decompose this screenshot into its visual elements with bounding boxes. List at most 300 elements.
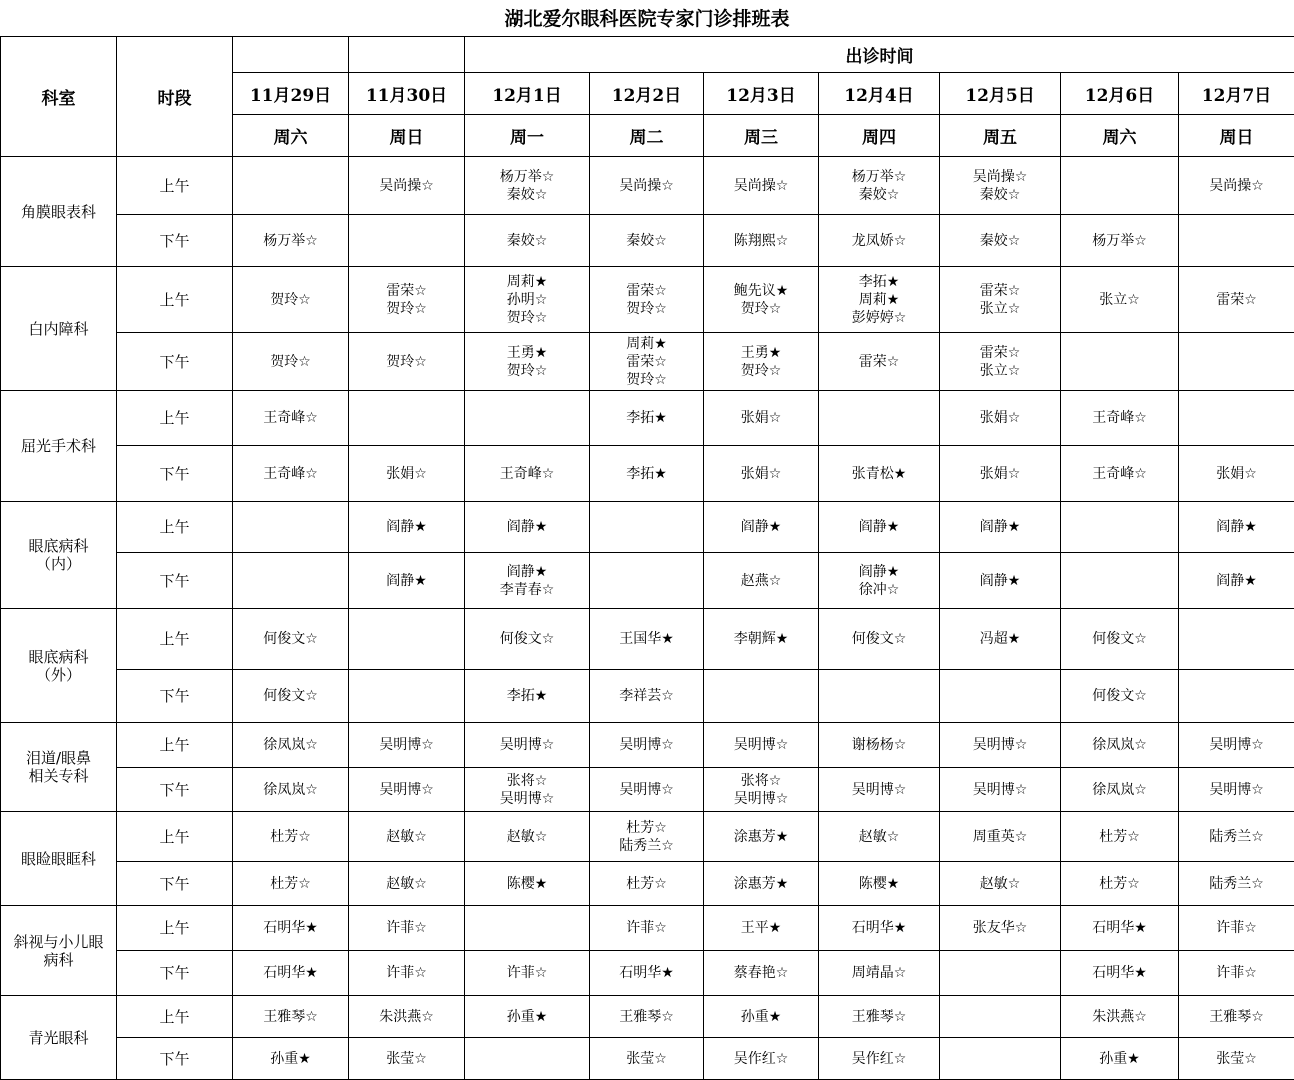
schedule-cell xyxy=(590,862,704,906)
schedule-cell xyxy=(819,502,940,553)
doctor-name: 徐凤岚☆ xyxy=(1092,781,1147,798)
doctor-name: 石明华★ xyxy=(619,965,674,981)
doctor-name: 吴明博☆ xyxy=(972,737,1028,753)
schedule-cell xyxy=(590,906,704,951)
schedule-cell xyxy=(1179,812,1294,862)
department-name: 眼睑眼眶科 xyxy=(20,849,96,868)
department-name: 眼底病科 xyxy=(28,647,89,666)
doctor-name: 雷荣☆ xyxy=(386,282,427,299)
doctor-name: 张娟☆ xyxy=(979,410,1021,426)
doctor-name: 张将☆ xyxy=(740,772,782,789)
schedule-cell xyxy=(590,333,704,391)
doctor-name: 阎静★ xyxy=(1216,572,1257,589)
doctor-name: 吴明博☆ xyxy=(1209,781,1264,798)
schedule-cell xyxy=(1061,553,1179,609)
department-name: 角膜眼表科 xyxy=(20,202,96,221)
doctor-name: 周靖晶☆ xyxy=(851,965,907,981)
weekday-header: 周日 xyxy=(349,115,465,157)
schedule-cell xyxy=(465,333,590,391)
doctor-name: 张立☆ xyxy=(1099,291,1140,308)
doctor-name: 吴尚操☆ xyxy=(619,177,674,194)
doctor-name: 杜芳☆ xyxy=(626,819,667,836)
schedule-cell xyxy=(819,553,940,609)
doctor-name: 李拓★ xyxy=(506,688,548,704)
schedule-cell xyxy=(233,768,349,812)
doctor-name: 吴明博☆ xyxy=(499,737,555,753)
doctor-name: 徐冲☆ xyxy=(858,581,900,598)
schedule-cell xyxy=(1179,670,1294,723)
schedule-cell xyxy=(819,996,940,1038)
schedule-cell xyxy=(349,723,465,768)
schedule-cell xyxy=(465,812,590,862)
date-header: 12月2日 xyxy=(590,73,704,115)
doctor-name: 王勇★ xyxy=(506,344,548,361)
schedule-cell xyxy=(233,951,349,996)
schedule-cell xyxy=(940,951,1061,996)
date-header: 11月30日 xyxy=(349,73,465,115)
schedule-cell xyxy=(349,1038,465,1080)
doctor-name: 朱洪燕☆ xyxy=(379,1008,434,1025)
date-header: 12月3日 xyxy=(704,73,819,115)
doctor-name: 贺玲☆ xyxy=(740,300,782,317)
schedule-cell xyxy=(233,723,349,768)
doctor-name: 涂惠芳★ xyxy=(733,875,789,892)
date-header: 12月1日 xyxy=(465,73,590,115)
schedule-cell xyxy=(704,333,819,391)
doctor-name: 陆秀兰☆ xyxy=(619,837,674,854)
doctor-name: 吴尚操☆ xyxy=(1209,177,1264,194)
schedule-cell xyxy=(1061,862,1179,906)
doctor-name: 周莉★ xyxy=(858,291,900,308)
time-slot-label: 下午 xyxy=(117,333,233,391)
schedule-cell xyxy=(1061,267,1179,333)
doctor-name: 秦姣☆ xyxy=(979,186,1021,203)
schedule-cell xyxy=(465,951,590,996)
schedule-cell xyxy=(465,862,590,906)
schedule-cell xyxy=(1061,502,1179,553)
schedule-cell xyxy=(349,333,465,391)
date-header: 12月6日 xyxy=(1061,73,1179,115)
doctor-name: 秦姣☆ xyxy=(506,186,548,203)
weekday-header: 周三 xyxy=(704,115,819,157)
schedule-cell xyxy=(704,157,819,215)
doctor-name: 徐凤岚☆ xyxy=(263,737,318,753)
doctor-name: 朱洪燕☆ xyxy=(1092,1008,1147,1025)
doctor-name: 吴明博☆ xyxy=(972,781,1028,798)
doctor-name: 李拓★ xyxy=(858,273,900,290)
schedule-table xyxy=(0,36,1294,1080)
doctor-name: 何俊文☆ xyxy=(263,688,318,704)
schedule-cell xyxy=(704,862,819,906)
schedule-cell xyxy=(940,391,1061,446)
department-cell xyxy=(1,391,117,502)
doctor-name: 张将☆ xyxy=(506,772,548,789)
schedule-cell xyxy=(1061,670,1179,723)
doctor-name: 杨万举☆ xyxy=(499,168,555,185)
doctor-name: 阎静★ xyxy=(858,563,900,580)
doctor-name: 吴明博☆ xyxy=(733,737,789,753)
empty-header-cell xyxy=(233,37,349,73)
doctor-name: 周莉★ xyxy=(626,335,667,352)
time-slot-label: 上午 xyxy=(117,609,233,670)
schedule-cell xyxy=(233,906,349,951)
doctor-name: 张娟☆ xyxy=(979,465,1021,482)
schedule-row xyxy=(1,157,1294,215)
schedule-cell xyxy=(940,906,1061,951)
department-name: 泪道/眼鼻 xyxy=(25,749,92,767)
schedule-cell xyxy=(233,553,349,609)
schedule-cell xyxy=(233,609,349,670)
department-cell xyxy=(1,723,117,812)
doctor-name: 秦姣☆ xyxy=(506,232,548,249)
doctor-name: 秦姣☆ xyxy=(979,232,1021,249)
schedule-cell xyxy=(233,446,349,502)
time-slot-label: 上午 xyxy=(117,812,233,862)
doctor-name: 周莉★ xyxy=(506,273,548,290)
department-name: 斜视与小儿眼 xyxy=(13,932,104,951)
weekday-header: 周四 xyxy=(819,115,940,157)
department-cell xyxy=(1,906,117,996)
doctor-name: 吴明博☆ xyxy=(619,737,674,753)
schedule-cell xyxy=(704,609,819,670)
schedule-cell xyxy=(819,215,940,267)
doctor-name: 李朝辉★ xyxy=(733,631,789,647)
doctor-name: 王国华★ xyxy=(619,631,674,647)
schedule-cell xyxy=(940,723,1061,768)
schedule-cell xyxy=(465,1038,590,1080)
doctor-name: 孙重★ xyxy=(270,1050,311,1067)
schedule-row xyxy=(1,446,1294,502)
doctor-name: 王雅琴☆ xyxy=(1209,1008,1264,1025)
doctor-name: 吴尚操☆ xyxy=(972,168,1028,185)
doctor-name: 贺玲☆ xyxy=(626,371,667,388)
schedule-cell xyxy=(465,446,590,502)
doctor-name: 陈樱★ xyxy=(506,875,548,892)
doctor-name: 吴作红☆ xyxy=(733,1050,789,1067)
doctor-name: 石明华★ xyxy=(1092,965,1147,981)
schedule-cell xyxy=(1061,609,1179,670)
schedule-cell xyxy=(465,502,590,553)
doctor-name: 王奇峰☆ xyxy=(499,465,555,482)
doctor-name: 张娟☆ xyxy=(740,410,782,426)
doctor-name: 贺玲☆ xyxy=(270,353,311,370)
schedule-cell xyxy=(590,502,704,553)
schedule-cell xyxy=(465,215,590,267)
department-cell xyxy=(1,812,117,906)
doctor-name: 王奇峰☆ xyxy=(1092,410,1147,426)
schedule-cell xyxy=(465,906,590,951)
department-cell xyxy=(1,157,117,267)
department-name: （内） xyxy=(35,555,81,573)
doctor-name: 赵敏☆ xyxy=(386,875,427,892)
slot-column-header: 时段 xyxy=(117,37,233,157)
schedule-cell xyxy=(349,768,465,812)
time-slot-label: 上午 xyxy=(117,267,233,333)
doctor-name: 陈樱★ xyxy=(858,875,900,892)
schedule-cell xyxy=(349,609,465,670)
doctor-name: 吴作红☆ xyxy=(851,1050,907,1067)
schedule-cell xyxy=(465,267,590,333)
schedule-cell xyxy=(590,446,704,502)
schedule-cell xyxy=(704,670,819,723)
doctor-name: 赵敏☆ xyxy=(386,828,427,845)
schedule-cell xyxy=(1061,1038,1179,1080)
department-name: 病科 xyxy=(43,950,74,969)
doctor-name: 张友华☆ xyxy=(972,920,1028,936)
schedule-row xyxy=(1,996,1294,1038)
schedule-cell xyxy=(1179,502,1294,553)
doctor-name: 石明华★ xyxy=(851,920,907,936)
schedule-cell xyxy=(819,723,940,768)
schedule-cell xyxy=(465,670,590,723)
schedule-cell xyxy=(704,812,819,862)
schedule-row xyxy=(1,862,1294,906)
schedule-cell xyxy=(590,768,704,812)
doctor-name: 吴明博☆ xyxy=(619,781,674,798)
schedule-cell xyxy=(465,723,590,768)
schedule-row xyxy=(1,906,1294,951)
doctor-name: 贺玲☆ xyxy=(270,291,311,308)
doctor-name: 石明华★ xyxy=(263,920,318,936)
doctor-name: 贺玲☆ xyxy=(386,300,427,317)
schedule-cell xyxy=(1179,906,1294,951)
table-header xyxy=(1,37,1294,157)
doctor-name: 赵敏☆ xyxy=(506,828,548,845)
doctor-name: 阎静★ xyxy=(858,519,900,535)
time-slot-label: 下午 xyxy=(117,1038,233,1080)
schedule-cell xyxy=(704,996,819,1038)
time-slot-label: 下午 xyxy=(117,862,233,906)
schedule-cell xyxy=(590,670,704,723)
schedule-cell xyxy=(349,215,465,267)
doctor-name: 张立☆ xyxy=(979,362,1021,379)
weekday-header: 周日 xyxy=(1179,115,1294,157)
schedule-cell xyxy=(940,157,1061,215)
doctor-name: 徐凤岚☆ xyxy=(1092,737,1147,753)
schedule-cell xyxy=(819,670,940,723)
schedule-row xyxy=(1,391,1294,446)
schedule-cell xyxy=(349,670,465,723)
schedule-cell xyxy=(704,446,819,502)
schedule-cell xyxy=(233,157,349,215)
date-header: 12月4日 xyxy=(819,73,940,115)
doctor-name: 秦姣☆ xyxy=(626,232,667,249)
schedule-cell xyxy=(1179,951,1294,996)
schedule-cell xyxy=(704,906,819,951)
department-cell xyxy=(1,609,117,723)
doctor-name: 王雅琴☆ xyxy=(619,1008,674,1025)
doctor-name: 张青松★ xyxy=(851,465,907,482)
doctor-name: 吴明博☆ xyxy=(1209,737,1264,753)
date-header: 11月29日 xyxy=(233,73,349,115)
schedule-cell xyxy=(349,157,465,215)
time-slot-label: 上午 xyxy=(117,157,233,215)
schedule-cell xyxy=(349,812,465,862)
schedule-cell xyxy=(1061,215,1179,267)
doctor-name: 杜芳☆ xyxy=(270,828,311,845)
doctor-name: 李祥芸☆ xyxy=(619,688,674,704)
doctor-name: 孙重★ xyxy=(1099,1050,1140,1067)
time-slot-label: 下午 xyxy=(117,553,233,609)
doctor-name: 龙凤娇☆ xyxy=(851,232,907,249)
schedule-cell xyxy=(233,215,349,267)
schedule-cell xyxy=(233,267,349,333)
schedule-cell xyxy=(940,1038,1061,1080)
schedule-cell xyxy=(590,157,704,215)
schedule-cell xyxy=(465,391,590,446)
schedule-cell xyxy=(819,391,940,446)
schedule-cell xyxy=(819,812,940,862)
department-cell xyxy=(1,502,117,609)
department-name: 白内障科 xyxy=(28,319,89,338)
schedule-cell xyxy=(465,157,590,215)
schedule-cell xyxy=(233,812,349,862)
schedule-cell xyxy=(704,267,819,333)
schedule-cell xyxy=(819,267,940,333)
schedule-cell xyxy=(1061,812,1179,862)
schedule-cell xyxy=(349,862,465,906)
date-header: 12月7日 xyxy=(1179,73,1294,115)
schedule-cell xyxy=(704,1038,819,1080)
schedule-cell xyxy=(349,391,465,446)
doctor-name: 雷荣☆ xyxy=(979,282,1021,299)
schedule-cell xyxy=(1179,446,1294,502)
doctor-name: 阎静★ xyxy=(506,519,548,535)
schedule-cell xyxy=(590,996,704,1038)
schedule-cell xyxy=(704,553,819,609)
schedule-cell xyxy=(590,391,704,446)
schedule-cell xyxy=(1179,553,1294,609)
doctor-name: 阎静★ xyxy=(740,519,782,535)
doctor-name: 阎静★ xyxy=(506,563,548,580)
schedule-cell xyxy=(940,670,1061,723)
clinic-time-header: 出诊时间 xyxy=(465,37,1294,73)
schedule-cell xyxy=(1179,996,1294,1038)
schedule-cell xyxy=(819,333,940,391)
time-slot-label: 上午 xyxy=(117,391,233,446)
schedule-cell xyxy=(465,609,590,670)
doctor-name: 杜芳☆ xyxy=(270,875,311,892)
doctor-name: 张莹☆ xyxy=(386,1050,427,1067)
schedule-cell xyxy=(1179,391,1294,446)
schedule-cell xyxy=(819,951,940,996)
doctor-name: 杜芳☆ xyxy=(1099,828,1140,845)
doctor-name: 王勇★ xyxy=(740,344,782,361)
doctor-name: 阎静★ xyxy=(386,572,427,589)
doctor-name: 贺玲☆ xyxy=(386,353,427,370)
doctor-name: 杨万举☆ xyxy=(1092,232,1147,249)
schedule-cell xyxy=(233,862,349,906)
date-header: 12月5日 xyxy=(940,73,1061,115)
schedule-row xyxy=(1,812,1294,862)
doctor-name: 贺玲☆ xyxy=(740,362,782,379)
schedule-row xyxy=(1,723,1294,768)
doctor-name: 杜芳☆ xyxy=(626,875,667,892)
schedule-cell xyxy=(590,812,704,862)
doctor-name: 许菲☆ xyxy=(386,965,427,981)
schedule-cell xyxy=(940,768,1061,812)
schedule-cell xyxy=(233,1038,349,1080)
doctor-name: 贺玲☆ xyxy=(626,300,667,317)
department-name: 相关专科 xyxy=(28,767,89,785)
time-slot-label: 上午 xyxy=(117,906,233,951)
doctor-name: 孙重★ xyxy=(740,1008,782,1025)
doctor-name: 彭婷婷☆ xyxy=(851,309,907,326)
doctor-name: 阎静★ xyxy=(979,519,1021,535)
schedule-cell xyxy=(1061,446,1179,502)
doctor-name: 吴明博☆ xyxy=(499,790,555,807)
department-name: 青光眼科 xyxy=(28,1028,89,1047)
doctor-name: 贺玲☆ xyxy=(506,309,548,326)
schedule-cell xyxy=(704,768,819,812)
schedule-cell xyxy=(465,768,590,812)
schedule-cell xyxy=(704,723,819,768)
doctor-name: 陆秀兰☆ xyxy=(1209,828,1264,845)
doctor-name: 何俊文☆ xyxy=(263,631,318,647)
schedule-cell xyxy=(940,812,1061,862)
time-slot-label: 下午 xyxy=(117,768,233,812)
schedule-cell xyxy=(704,391,819,446)
doctor-name: 张立☆ xyxy=(979,300,1021,317)
time-slot-label: 下午 xyxy=(117,215,233,267)
doctor-name: 张莹☆ xyxy=(1216,1050,1257,1067)
schedule-cell xyxy=(233,502,349,553)
doctor-name: 鲍先议★ xyxy=(733,282,789,299)
schedule-cell xyxy=(819,768,940,812)
schedule-cell xyxy=(233,670,349,723)
schedule-cell xyxy=(1179,157,1294,215)
schedule-cell xyxy=(233,333,349,391)
schedule-cell xyxy=(940,215,1061,267)
weekday-header: 周五 xyxy=(940,115,1061,157)
schedule-cell xyxy=(704,502,819,553)
schedule-cell xyxy=(704,215,819,267)
schedule-cell xyxy=(1061,723,1179,768)
weekday-header: 周六 xyxy=(1061,115,1179,157)
doctor-name: 陈翔熙☆ xyxy=(733,232,789,249)
doctor-name: 许菲☆ xyxy=(506,965,548,981)
doctor-name: 王奇峰☆ xyxy=(263,410,318,426)
schedule-cell xyxy=(1061,157,1179,215)
time-slot-label: 上午 xyxy=(117,723,233,768)
schedule-cell xyxy=(1061,333,1179,391)
doctor-name: 秦姣☆ xyxy=(858,186,900,203)
doctor-name: 张娟☆ xyxy=(1216,465,1257,482)
schedule-cell xyxy=(349,996,465,1038)
doctor-name: 吴明博☆ xyxy=(379,781,434,798)
time-slot-label: 下午 xyxy=(117,951,233,996)
schedule-row xyxy=(1,768,1294,812)
doctor-name: 许菲☆ xyxy=(626,920,667,936)
doctor-name: 涂惠芳★ xyxy=(733,828,789,845)
schedule-cell xyxy=(590,723,704,768)
time-slot-label: 上午 xyxy=(117,996,233,1038)
schedule-cell xyxy=(819,609,940,670)
schedule-cell xyxy=(1179,1038,1294,1080)
doctor-name: 王雅琴☆ xyxy=(263,1008,318,1025)
schedule-cell xyxy=(349,446,465,502)
doctor-name: 赵敏☆ xyxy=(979,875,1021,892)
schedule-cell xyxy=(1061,996,1179,1038)
doctor-name: 徐凤岚☆ xyxy=(263,781,318,798)
schedule-cell xyxy=(940,553,1061,609)
doctor-name: 何俊文☆ xyxy=(1092,688,1147,704)
doctor-name: 李青春☆ xyxy=(499,581,555,598)
schedule-row xyxy=(1,609,1294,670)
doctor-name: 周重英☆ xyxy=(972,828,1028,845)
weekday-header: 周二 xyxy=(590,115,704,157)
doctor-name: 石明华★ xyxy=(263,965,318,981)
